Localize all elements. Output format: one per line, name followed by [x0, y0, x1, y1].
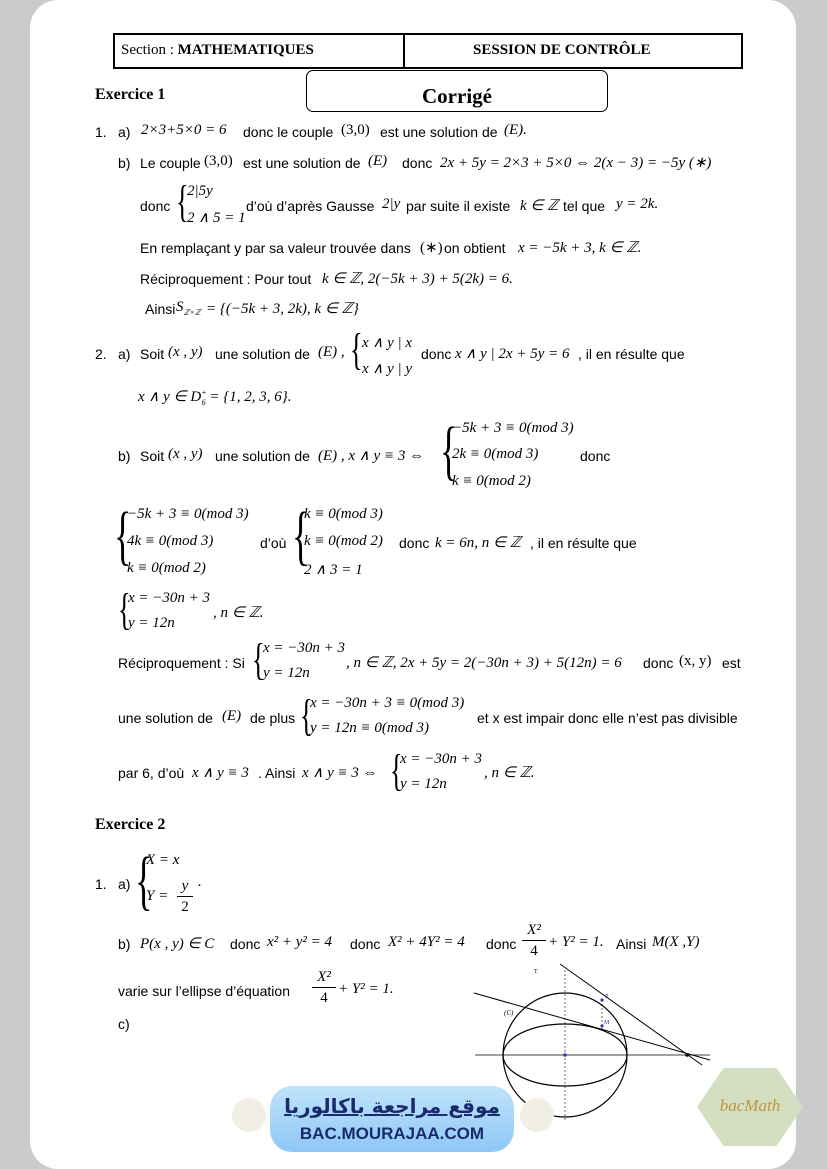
sys6-line1: x = −30n + 3 [128, 590, 211, 606]
tangent-line-2 [560, 964, 702, 1065]
text-2b-donc: donc [580, 448, 611, 464]
label-P: P [605, 994, 609, 1000]
eq-par6-2: x ∧ y ≡ 3 ⇔ [302, 765, 378, 781]
text-telque: tel que [563, 198, 606, 214]
sys4-line3: k ≡ 0(mod 2) [127, 560, 206, 576]
footer-arabic: موقع مراجعة باكالوريا [284, 1094, 500, 1118]
header-divider [403, 33, 405, 69]
brace-sys5: { [292, 499, 310, 572]
ex2-text-b2: donc [350, 936, 381, 952]
sys6-after: , n ∈ ℤ. [213, 605, 264, 621]
eq-telque: y = 2k. [616, 196, 659, 212]
eq-1a-E: (E). [504, 122, 527, 138]
brace-sys3: { [440, 414, 458, 487]
sys2-line1: x ∧ y | x [362, 335, 413, 351]
brace-sys2: { [350, 325, 363, 374]
ex2-sys-frac-bar [177, 896, 193, 897]
eq-recip: k ∈ ℤ, 2(−5k + 3) + 5(2k) = 6. [322, 271, 513, 287]
eq-1b-E: (E) [368, 153, 388, 169]
ex2-sys-line2: Y = [146, 888, 169, 904]
section-label-text: Section : [121, 42, 178, 58]
text-impair: et x est impair donc elle n’est pas divisible [477, 710, 738, 726]
eq-par6: x ∧ y ≡ 3 [192, 765, 249, 781]
text-2b-2: une solution de [215, 448, 310, 464]
part-a-label: a) [118, 124, 131, 140]
sys6-line2: y = 12n [128, 615, 175, 631]
bacmath-badge-text: bacMath [719, 1096, 781, 1115]
brace-sys6: { [118, 585, 131, 634]
eq-1b-couple: (3,0) [204, 153, 233, 169]
eq-2a-E: (E) , [318, 344, 345, 360]
ex2-part-c-label: c) [118, 1016, 130, 1032]
text-ainsi: Ainsi [145, 301, 176, 317]
ex2-sys-frac-den: 2 [181, 899, 189, 915]
eq-ainsi-S [176, 299, 201, 317]
ex2-text-varie: varie sur l’ellipse d’équation [118, 983, 290, 999]
text-exists: par suite il existe [406, 198, 511, 214]
ex2-varie-den: 4 [320, 990, 328, 1006]
text-res-1: donc [399, 535, 430, 551]
part-2b-label: b) [118, 448, 131, 464]
text-2a-1: Soit [140, 346, 165, 362]
eq-2b-equiv: (E) , x ∧ y ≡ 3 ⇔ [318, 448, 425, 464]
eq-res: k = 6n, n ∈ ℤ [435, 535, 522, 551]
eq-remp: x = −5k + 3, k ∈ ℤ. [518, 240, 642, 256]
ex2-sys-frac-num: y [181, 878, 189, 894]
text-donc: donc [140, 198, 171, 214]
text-1a-2: est une solution de [380, 124, 498, 140]
eq-ainsi-set: = {(−5k + 3, 2k), k ∈ ℤ} [206, 301, 359, 317]
sys4-line1: −5k + 3 ≡ 0(mod 3) [127, 506, 249, 522]
ex2-eq-b1: P(x , y) ∈ C [140, 936, 215, 952]
eq-2a-D: x ∧ y ∈ D [138, 389, 202, 405]
text-recip2-2: donc [643, 655, 674, 671]
eq-2a-sup: + [201, 388, 207, 397]
sys9-line2: y = 12n [400, 776, 447, 792]
text-1b-3: donc [402, 155, 433, 171]
exercise-1-title: Exercice 1 [95, 86, 166, 103]
section-label [121, 42, 314, 59]
eq-remp-star: (∗) [420, 240, 443, 256]
eq-recip2: , n ∈ ℤ, 2x + 5y = 2(−30n + 3) + 5(12n) = 6 [346, 655, 622, 671]
sys5-line3: 2 ∧ 3 = 1 [304, 562, 363, 578]
ex2-frac-bar [522, 940, 546, 941]
text-2a-4: , il en résulte que [578, 346, 685, 362]
text-deplus: de plus [250, 710, 296, 726]
text-dou: d’où [260, 535, 287, 551]
text-res-2: , il en résulte que [530, 535, 637, 551]
text-1b-1: Le couple [140, 155, 201, 171]
ex2-eq-b5: M(X ,Y) [652, 934, 700, 950]
eq-ainsi-S-letter: S [176, 299, 184, 315]
origin-point [563, 1053, 567, 1057]
point-P [600, 998, 603, 1001]
eq-ainsi-sub: ℤ×ℤ [183, 308, 201, 317]
part-b-label: b) [118, 155, 131, 171]
text-une-sol: une solution de [118, 710, 213, 726]
footer-site[interactable]: BAC.MOURAJAA.COM [299, 1124, 485, 1143]
ex2-part-a-label: a) [118, 876, 131, 892]
text-remp-2: on obtient [444, 240, 506, 256]
brace-sys1: { [176, 177, 189, 226]
brace-ex2-sys: { [135, 844, 153, 917]
brace-sys8: { [300, 691, 313, 740]
text-remp: En remplaçant y par sa valeur trouvée dans [140, 240, 411, 256]
eq-1a: 2×3+5×0 = 6 [141, 122, 227, 138]
eq-exists: k ∈ ℤ [520, 198, 559, 214]
brace-sys4: { [114, 499, 132, 572]
session-title: SESSION DE CONTRÔLE [473, 42, 651, 58]
ex2-text-b3: donc [486, 936, 517, 952]
text-1b-2: est une solution de [243, 155, 361, 171]
eq-2a-main: x ∧ y | 2x + 5y = 6 [455, 346, 570, 362]
sys5-line1: k ≡ 0(mod 3) [304, 506, 383, 522]
sys4-line2: 4k ≡ 0(mod 3) [127, 533, 214, 549]
label-C: (C) [504, 1009, 514, 1017]
text-2b-1: Soit [140, 448, 165, 464]
question-1-number: 1. [95, 124, 107, 140]
eq-1a-couple: (3,0) [341, 122, 370, 138]
ex2-eq-b4: + Y² = 1. [548, 934, 604, 950]
sys8-line2: y = 12n ≡ 0(mod 3) [310, 720, 429, 736]
ex2-eq-b3: X² + 4Y² = 4 [388, 934, 465, 950]
text-2a-3: donc [421, 346, 452, 362]
sys7-line1: x = −30n + 3 [263, 640, 346, 656]
sys2-line2: x ∧ y | y [362, 361, 413, 377]
brace-sys7: { [252, 635, 265, 684]
sys7-line2: y = 12n [263, 665, 310, 681]
eq-une-sol-E: (E) [222, 708, 242, 724]
ex2-text-b1: donc [230, 936, 261, 952]
ex2-sys-after: . [198, 874, 202, 890]
left-logo [232, 1098, 266, 1132]
text-gauss: d’où d’après Gausse [246, 198, 375, 214]
section-value: MATHEMATIQUES [177, 42, 314, 58]
ex2-varie-bar [312, 987, 336, 988]
intersection-point [685, 1053, 689, 1057]
sys8-line1: x = −30n + 3 ≡ 0(mod 3) [310, 695, 465, 711]
text-par6-2: . Ainsi [258, 765, 296, 781]
text-recip2: Réciproquement : Si [118, 655, 245, 671]
sys3-line2: 2k ≡ 0(mod 3) [452, 446, 539, 462]
ex2-frac-den: 4 [530, 943, 538, 959]
sys3-line3: k ≡ 0(mod 2) [452, 473, 531, 489]
part-2a-label: a) [118, 346, 131, 362]
eq-2a-set: = {1, 2, 3, 6}. [209, 389, 292, 405]
corrige-title: Corrigé [422, 84, 492, 108]
text-par6: par 6, d’où [118, 765, 185, 781]
sys3-line1: −5k + 3 ≡ 0(mod 3) [452, 420, 574, 436]
ex2-eq-b2: x² + y² = 4 [267, 934, 333, 950]
label-T: T [534, 969, 538, 975]
text-recip2-3: est [722, 655, 741, 671]
ex2-varie-num: X² [317, 969, 331, 985]
eq-recip2-xy: (x, y) [679, 653, 712, 669]
brace-sys9: { [390, 746, 403, 795]
text-2a-2: une solution de [215, 346, 310, 362]
eq-2b-xy: (x , y) [168, 446, 203, 462]
sys5-line2: k ≡ 0(mod 2) [304, 533, 383, 549]
eq-2a-xy: (x , y) [168, 344, 203, 360]
ex2-part-b-label: b) [118, 936, 131, 952]
exercise-2-title: Exercice 2 [95, 816, 166, 833]
text-recip: Réciproquement : Pour tout [140, 271, 312, 287]
eq-gauss: 2|y [382, 196, 401, 212]
ex2-sys-line1: X = x [146, 852, 180, 868]
right-logo [520, 1098, 554, 1132]
label-M: M [604, 1020, 610, 1026]
sys1-line1: 2|5y [187, 183, 213, 199]
ex2-frac-num: X² [527, 922, 541, 938]
ex2-eq-varie: + Y² = 1. [338, 981, 394, 997]
sys9-line1: x = −30n + 3 [400, 751, 483, 767]
eq-2a-divisors [138, 387, 291, 407]
eq-1b-main: 2x + 5y = 2×3 + 5×0 ⇔ 2(x − 3) = −5y (∗) [440, 155, 712, 171]
question-2-number: 2. [95, 346, 107, 362]
ex2-question-1-number: 1. [95, 876, 107, 892]
text-1a-1: donc le couple [243, 124, 334, 140]
sys9-after: , n ∈ ℤ. [484, 765, 535, 781]
sys1-line2: 2 ∧ 5 = 1 [187, 210, 246, 226]
ex2-text-b4: Ainsi [616, 936, 647, 952]
eq-2a-sub: 6 [201, 398, 206, 407]
